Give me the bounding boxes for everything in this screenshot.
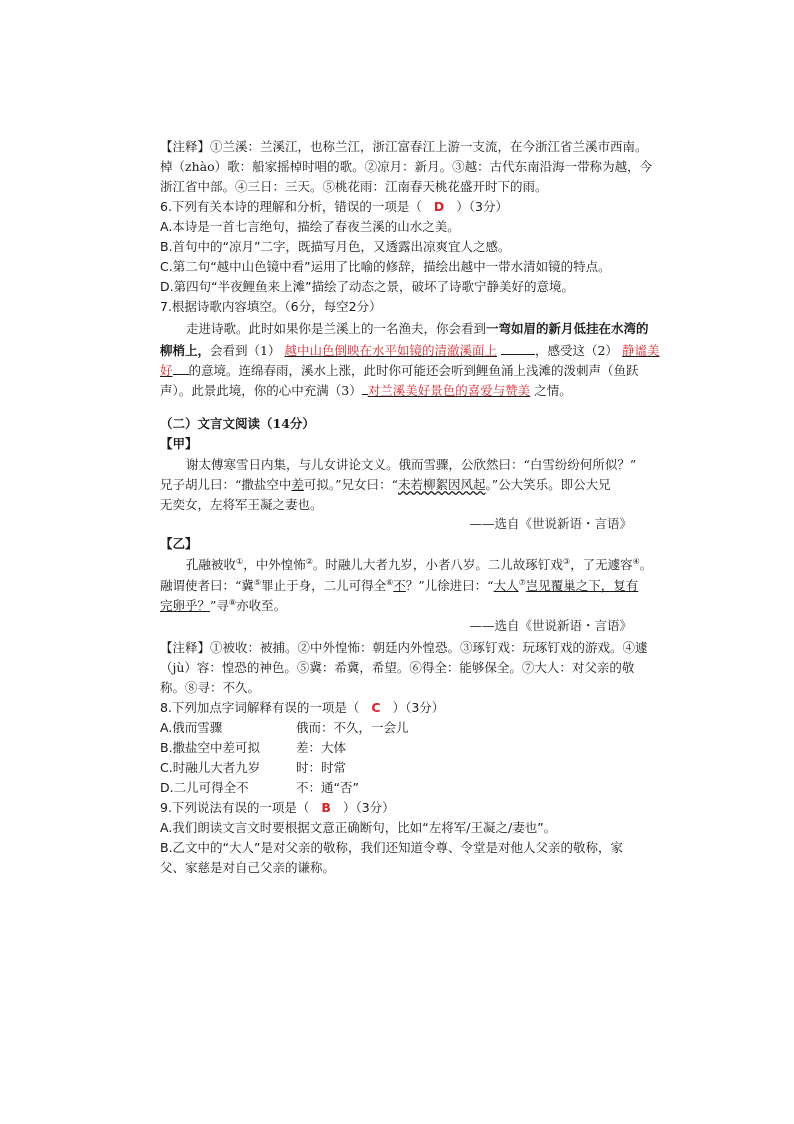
question-8-stem: 8.下列加点字词解释有误的一项是（ C ）（3分）	[160, 700, 445, 715]
passage-jia-source: ——选自《世说新语・言语》	[469, 516, 632, 531]
passage-notes-line-2: （jù）容：惶恐的神色。⑤冀：希冀，希望。⑥得全：能够保全。⑦大人：对父亲的敬	[160, 660, 635, 675]
question-9-option-b-line-1: B.乙文中的“大人”是对父亲的敬称，我们还知道令尊、令堂是对他人父亲的敬称，家	[160, 840, 624, 855]
poem-notes-line-3: 浙江省中部。④三日：三天。⑤桃花雨：江南春天桃花盛开时下的雨。	[160, 179, 548, 194]
question-7-paragraph-line-2: 柳梢上，会看到（1） 越中山色倒映在水平如镜的清澈溪面上 ，感受这（2） 静谧美	[160, 340, 659, 361]
passage-notes-line-1: 【注释】①被收：被捕。②中外惶怖：朝廷内外惶恐。③琢钉戏：玩琢钉戏的游戏。④遽	[160, 640, 648, 655]
question-8-answer: C	[371, 700, 381, 715]
question-9-option-b-line-2: 父、家慈是对自己父亲的谦称。	[160, 860, 336, 875]
question-6-option-a: A.本诗是一首七言绝句，描绘了春夜兰溪的山水之美。	[160, 219, 460, 234]
passage-jia-label: 【甲】	[160, 436, 198, 451]
passage-yi-line-2: 融谓使者曰：“冀⑤罪止于身，二儿可得全⑥不？”儿徐进曰：“大人⑦岂见覆巢之下，复有	[160, 577, 639, 593]
fill-blank-3-answer: 对兰溪美好景色的喜爱与赞美	[367, 383, 531, 398]
section-2-title: （二）文言文阅读（14分）	[160, 416, 315, 431]
question-7-paragraph-line-1: 走进诗歌。此时如果你是兰溪上的一名渔夫，你会看到一弯如眉的新月低挂在水湾的	[186, 321, 649, 336]
question-6-option-b: B.首句中的“凉月”二字，既描写月色，又透露出凉爽宜人之感。	[160, 239, 511, 254]
poem-notes-line-1: 【注释】①兰溪：兰溪江，也称兰江，浙江富春江上游一支流，在今浙江省兰溪市西南。	[160, 139, 648, 154]
question-8-option-b: B.撒盐空中差可拟 差：大体	[160, 740, 347, 755]
wavy-underlined-phrase: 未若柳絮因风起	[397, 477, 486, 492]
passage-yi-line-3: 完卵乎？”寻⑧亦收至。	[160, 597, 287, 613]
passage-yi-label: 【乙】	[160, 536, 198, 551]
question-8-option-a: A.俄而雪骤 俄而：不久，一会儿	[160, 720, 409, 735]
dotted-word-cha: 差	[291, 477, 304, 492]
passage-yi-source: ——选自《世说新语・言语》	[469, 618, 632, 633]
question-6-option-c: C.第二句“越中山色镜中看”运用了比喻的修辞，描绘出越中一带水清如镜的特点。	[160, 259, 611, 274]
fill-blank-2-answer-part-2: 好	[160, 363, 173, 378]
question-9-answer: B	[321, 800, 331, 815]
question-6-option-d: D.第四句“半夜鲤鱼来上滩”描绘了动态之景，破坏了诗歌宁静美好的意境。	[160, 279, 575, 294]
question-6-answer: D	[433, 199, 445, 214]
question-6-stem: 6.下列有关本诗的理解和分析，错误的一项是（ D ）（3分）	[160, 199, 508, 214]
question-7-paragraph-line-4: 声）。此景此境，你的心中充满（3） 对兰溪美好景色的喜爱与赞美 之情。	[160, 380, 572, 401]
question-7-stem: 7.根据诗歌内容填空。（6分，每空2分）	[160, 299, 382, 314]
passage-jia-line-3: 无奕女，左将军王凝之妻也。	[160, 497, 323, 512]
fill-blank-2-answer-part-1: 静谧美	[621, 343, 660, 358]
fill-blank-1-line	[501, 340, 535, 355]
question-7-paragraph-line-3: 好 的意境。连绵春雨，溪水上涨，此时你可能还会听到鲤鱼涌上浅滩的泼刺声（鱼跃	[160, 360, 639, 381]
question-8-option-c: C.时融儿大者九岁 时：时常	[160, 760, 347, 775]
passage-yi-line-1: 孔融被收①，中外惶怖②。时融儿大者九岁，小者八岁。二儿故琢钉戏③，了无遽容④。	[186, 556, 653, 572]
passage-jia-line-1: 谢太傅寒雪日内集，与儿女讲论文义。俄而雪骤，公欣然曰：“白雪纷纷何所似？”	[186, 457, 637, 472]
question-8-option-d: D.二儿可得全不 不：通“否”	[160, 780, 359, 795]
poem-notes-line-2: 棹（zhào）歌：船家摇棹时唱的歌。②凉月：新月。③越：古代东南沿海一带称为越，今	[160, 159, 653, 174]
question-9-option-a: A.我们朗读文言文时要根据文意正确断句，比如“左将军/王凝之/妻也”。	[160, 820, 557, 835]
passage-notes-line-3: 称。⑧寻：不久。	[160, 680, 261, 695]
passage-jia-line-2: 兄子胡儿曰：“撒盐空中差可拟。”兄女曰：“未若柳絮因风起。”公大笑乐。即公大兄	[160, 477, 611, 492]
fill-blank-1-answer: 越中山色倒映在水平如镜的清澈溪面上	[284, 343, 497, 358]
question-9-stem: 9.下列说法有误的一项是（ B ）（3分）	[160, 800, 395, 815]
